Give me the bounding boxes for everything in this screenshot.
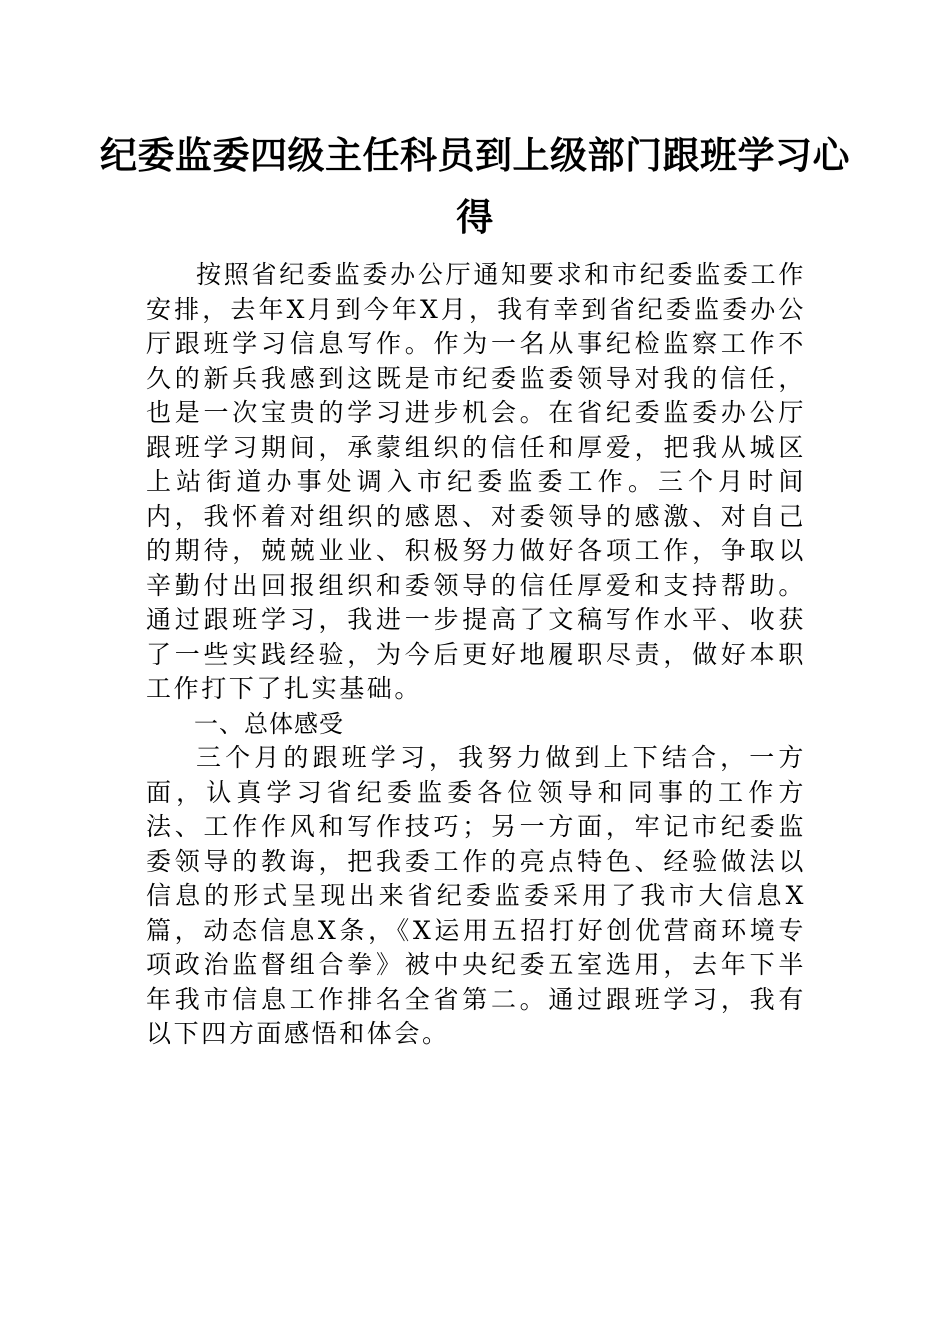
paragraph-overall: 三个月的跟班学习，我努力做到上下结合，一方面，认真学习省纪委监委各位领导和同事的工作方法、工作作风和写作技巧；另一方面，牢记市纪委监委领导的教诲，把我委工作的亮点特色、经验做法以信息的形式呈现出来省纪委监委采用了我市大信息X篇，动态信息X条，《X运用五招打好创优营商环境专项政治监督组合拳》被中央纪委五室选用，去年下半年我市信息工作排名全省第二。通过跟班学习，我有以下四方面感悟和体会。 (146, 743, 806, 1048)
document-body (146, 258, 806, 1052)
paragraph-intro: 按照省纪委监委办公厅通知要求和市纪委监委工作安排，去年X月到今年X月，我有幸到省纪委监委办公厅跟班学习信息写作。作为一名从事纪检监察工作不久的新兵我感到这既是市纪委监委领导对我的信任，也是一次宝贵的学习进步机会。在省纪委监委办公厅跟班学习期间，承蒙组织的信任和厚爱，把我从城区上站街道办事处调入市纪委监委工作。三个月时间内，我怀着对组织的感恩、对委领导的感激、对自己的期待，兢兢业业、积极努力做好各项工作，争取以辛勤付出回报组织和委领导的信任厚爱和支持帮助。通过跟班学习，我进一步提高了文稿写作水平、收获了一些实践经验，为今后更好地履职尽责，做好本职工作打下了扎实基础。 (146, 260, 806, 703)
document-title: 纪委监委四级主任科员到上级部门跟班学习心得 (100, 133, 850, 239)
section-heading: 一、总体感受 (194, 709, 344, 738)
